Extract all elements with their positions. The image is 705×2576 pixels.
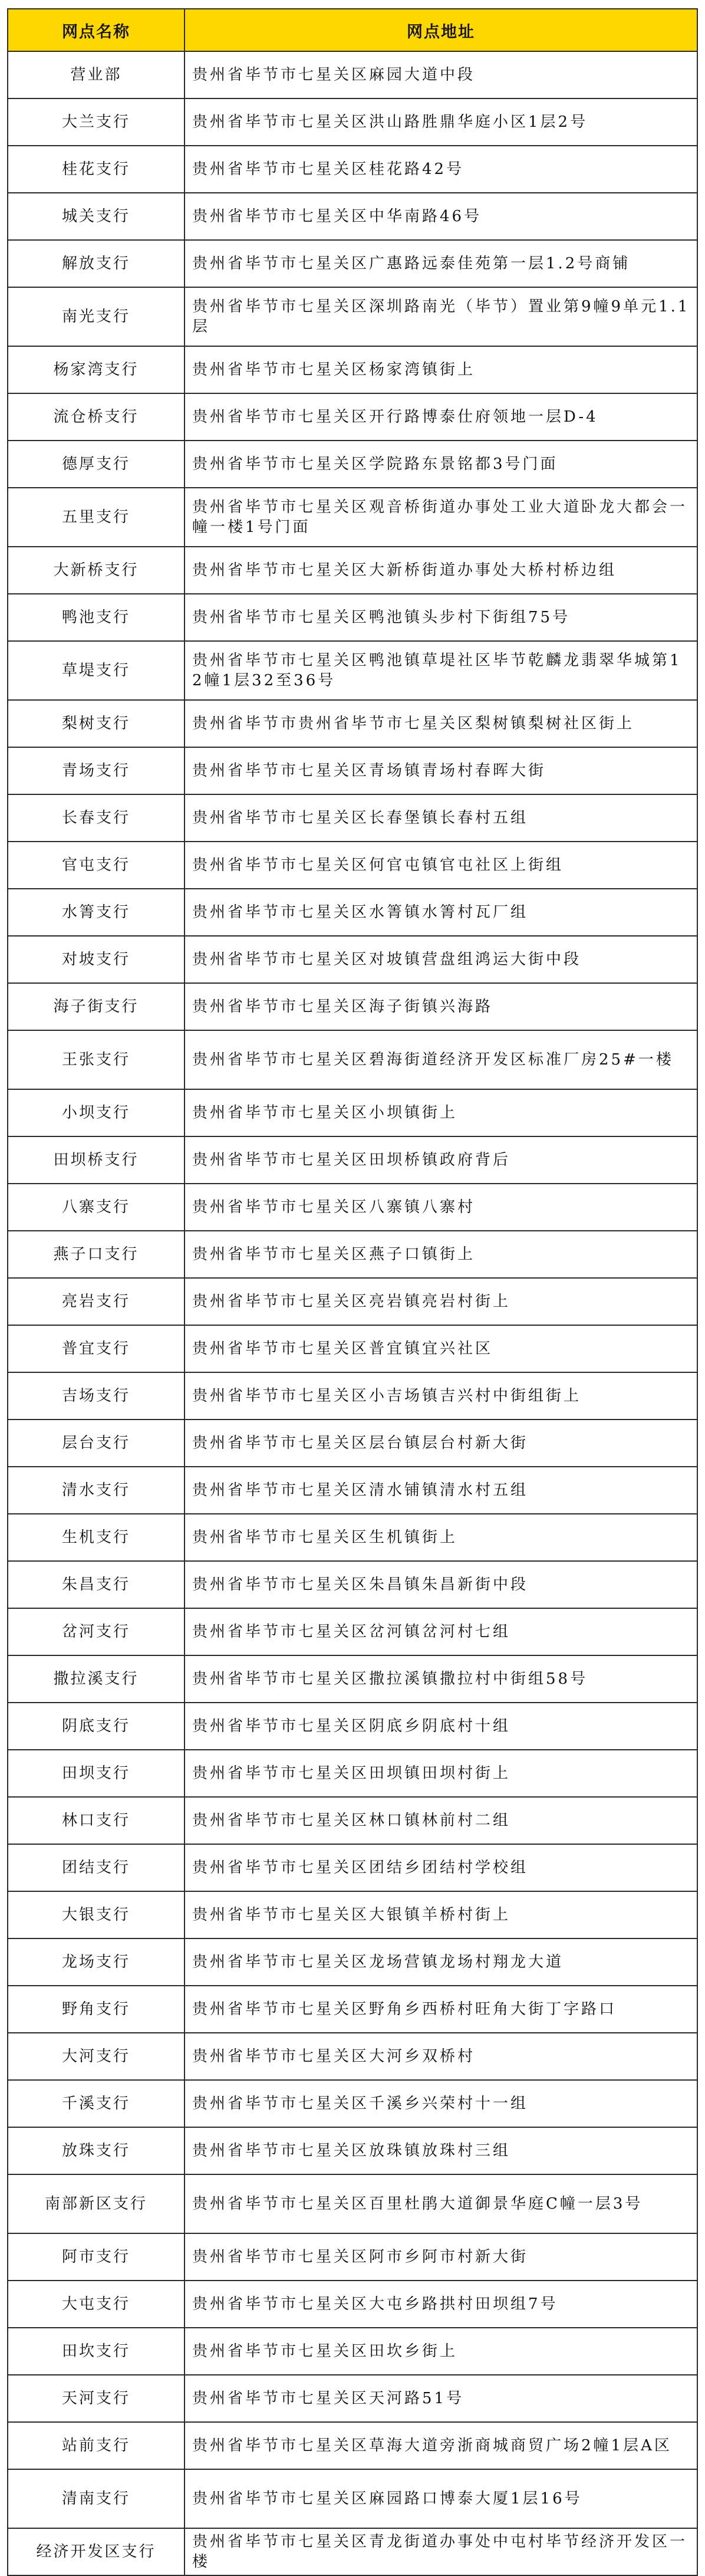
table-row [8,1231,697,1278]
table-row [8,2174,697,2233]
branch-address-cell: 贵州省毕节市七星关区千溪乡兴荣村十一组 [185,2080,697,2127]
table-row [8,594,697,641]
branch-name-cell: 田坎支行 [8,2328,185,2375]
branch-address-cell: 贵州省毕节市七星关区长春堡镇长春村五组 [185,794,697,842]
table-header [8,9,697,51]
branch-name-cell: 长春支行 [8,794,185,842]
header-branch-address: 网点地址 [185,9,697,51]
branch-address-cell: 贵州省毕节市七星关区何官屯镇官屯社区上街组 [185,842,697,889]
branch-name-cell: 青场支行 [8,747,185,794]
branch-address-cell: 贵州省毕节市七星关区麻园路口博泰大厦1层16号 [185,2469,697,2528]
table-row [8,240,697,287]
branch-name-cell: 林口支行 [8,1797,185,1844]
table-row [8,1986,697,2033]
branch-name-cell: 田坝支行 [8,1750,185,1797]
branch-name-cell: 流仓桥支行 [8,393,185,441]
branch-name-cell: 王张支行 [8,1030,185,1089]
branch-name-cell: 龙场支行 [8,1938,185,1986]
branch-address-cell: 贵州省毕节市七星关区中华南路46号 [185,193,697,240]
branch-name-cell: 岔河支行 [8,1608,185,1655]
branch-name-cell: 五里支行 [8,488,185,547]
branch-address-cell: 贵州省毕节市七星关区麻园大道中段 [185,51,697,98]
branch-name-cell: 城关支行 [8,193,185,240]
branch-name-cell: 燕子口支行 [8,1231,185,1278]
branch-address-cell: 贵州省毕节市贵州省毕节市七星关区梨树镇梨树社区街上 [185,700,697,747]
table-row [8,1514,697,1561]
header-branch-name: 网点名称 [8,9,185,51]
table-row [8,2375,697,2422]
branch-address-cell: 贵州省毕节市七星关区鸭池镇草堤社区毕节乾麟龙翡翠华城第12幢1层32至36号 [185,641,697,700]
branch-address-cell: 贵州省毕节市七星关区大屯乡路拱村田坝组7号 [185,2281,697,2328]
branch-address-cell: 贵州省毕节市七星关区燕子口镇街上 [185,1231,697,1278]
table-row [8,1325,697,1372]
branch-name-cell: 大河支行 [8,2033,185,2080]
table-row [8,346,697,393]
table-row [8,2422,697,2469]
branch-name-cell: 野角支行 [8,1986,185,2033]
branch-address-cell: 贵州省毕节市七星关区百里杜鹃大道御景华庭C幢一层3号 [185,2174,697,2233]
branch-address-cell: 贵州省毕节市七星关区田坝桥镇政府背后 [185,1136,697,1184]
table-row [8,1184,697,1231]
branch-address-cell: 贵州省毕节市七星关区水箐镇水箐村瓦厂组 [185,889,697,936]
branch-name-cell: 吉场支行 [8,1372,185,1420]
branch-name-cell: 对坡支行 [8,936,185,983]
branch-name-cell: 梨树支行 [8,700,185,747]
branch-name-cell: 放珠支行 [8,2127,185,2174]
branch-name-cell: 水箐支行 [8,889,185,936]
branch-name-cell: 站前支行 [8,2422,185,2469]
header-row [8,9,697,51]
table-row [8,889,697,936]
branch-address-cell: 贵州省毕节市七星关区学院路东景铭都3号门面 [185,441,697,488]
table-row [8,1891,697,1938]
branch-address-cell: 贵州省毕节市七星关区对坡镇营盘组鸿运大街中段 [185,936,697,983]
branch-address-cell: 贵州省毕节市七星关区阴底乡阴底村十组 [185,1703,697,1750]
branch-name-cell: 亮岩支行 [8,1278,185,1325]
branch-name-cell: 撒拉溪支行 [8,1655,185,1703]
branch-name-cell: 阴底支行 [8,1703,185,1750]
branch-name-cell: 大兰支行 [8,98,185,146]
branch-name-cell: 阿市支行 [8,2233,185,2281]
table-row [8,1655,697,1703]
table-row [8,2127,697,2174]
table-row [8,747,697,794]
branch-name-cell: 小坝支行 [8,1089,185,1136]
table-row [8,936,697,983]
branch-name-cell: 八寨支行 [8,1184,185,1231]
branch-name-cell: 大银支行 [8,1891,185,1938]
table-row [8,2281,697,2328]
branch-address-cell: 贵州省毕节市七星关区放珠镇放珠村三组 [185,2127,697,2174]
table-row [8,1750,697,1797]
table-row [8,641,697,700]
table-body [8,51,697,2575]
branch-address-cell: 贵州省毕节市七星关区碧海街道经济开发区标准厂房25#一楼 [185,1030,697,1089]
branch-name-cell: 南光支行 [8,287,185,346]
table-row [8,2328,697,2375]
branch-name-cell: 解放支行 [8,240,185,287]
branch-address-cell: 贵州省毕节市七星关区海子街镇兴海路 [185,983,697,1030]
table-row [8,441,697,488]
branch-address-cell: 贵州省毕节市七星关区生机镇街上 [185,1514,697,1561]
branch-name-cell: 营业部 [8,51,185,98]
table-row [8,842,697,889]
branch-name-cell: 官屯支行 [8,842,185,889]
branch-address-cell: 贵州省毕节市七星关区鸭池镇头步村下街组75号 [185,594,697,641]
branch-address-cell: 贵州省毕节市七星关区大银镇羊桥村街上 [185,1891,697,1938]
branch-name-cell: 经济开发区支行 [8,2528,185,2575]
table-row [8,193,697,240]
table-row [8,1136,697,1184]
table-row [8,1561,697,1608]
table-row [8,1608,697,1655]
branch-address-cell: 贵州省毕节市七星关区杨家湾镇街上 [185,346,697,393]
table-row [8,1938,697,1986]
branch-name-cell: 桂花支行 [8,146,185,193]
table-row [8,393,697,441]
branch-address-cell: 贵州省毕节市七星关区野角乡西桥村旺角大街丁字路口 [185,1986,697,2033]
branch-name-cell: 生机支行 [8,1514,185,1561]
branch-address-cell: 贵州省毕节市七星关区青龙街道办事处中屯村毕节经济开发区一楼 [185,2528,697,2575]
branch-name-cell: 杨家湾支行 [8,346,185,393]
branch-name-cell: 大屯支行 [8,2281,185,2328]
table-row [8,1089,697,1136]
table-row [8,2233,697,2281]
branch-address-cell: 贵州省毕节市七星关区田坝镇田坝村街上 [185,1750,697,1797]
branch-address-cell: 贵州省毕节市七星关区深圳路南光（毕节）置业第9幢9单元1.1层 [185,287,697,346]
branch-name-cell: 草堤支行 [8,641,185,700]
branch-address-cell: 贵州省毕节市七星关区团结乡团结村学校组 [185,1844,697,1891]
branch-address-cell: 贵州省毕节市七星关区岔河镇岔河村七组 [185,1608,697,1655]
table-row [8,287,697,346]
branch-name-cell: 天河支行 [8,2375,185,2422]
branch-name-cell: 海子街支行 [8,983,185,1030]
branch-address-cell: 贵州省毕节市七星关区层台镇层台村新大街 [185,1420,697,1467]
branch-address-cell: 贵州省毕节市七星关区小吉场镇吉兴村中街组街上 [185,1372,697,1420]
branch-address-cell: 贵州省毕节市七星关区朱昌镇朱昌新街中段 [185,1561,697,1608]
branch-address-cell: 贵州省毕节市七星关区大河乡双桥村 [185,2033,697,2080]
branch-address-cell: 贵州省毕节市七星关区清水铺镇清水村五组 [185,1467,697,1514]
table-row [8,98,697,146]
table-row [8,1467,697,1514]
branch-address-cell: 贵州省毕节市七星关区青场镇青场村春晖大街 [185,747,697,794]
table-row [8,1844,697,1891]
branch-address-cell: 贵州省毕节市七星关区小坝镇街上 [185,1089,697,1136]
branch-address-cell: 贵州省毕节市七星关区阿市乡阿市村新大街 [185,2233,697,2281]
branch-name-cell: 团结支行 [8,1844,185,1891]
branch-name-cell: 清南支行 [8,2469,185,2528]
table-row [8,1797,697,1844]
branch-address-cell: 贵州省毕节市七星关区撒拉溪镇撒拉村中街组58号 [185,1655,697,1703]
branch-name-cell: 层台支行 [8,1420,185,1467]
branch-name-cell: 朱昌支行 [8,1561,185,1608]
table-row [8,1420,697,1467]
table-row [8,2033,697,2080]
branch-address-cell: 贵州省毕节市七星关区普宜镇宜兴社区 [185,1325,697,1372]
branch-address-cell: 贵州省毕节市七星关区天河路51号 [185,2375,697,2422]
branch-name-cell: 千溪支行 [8,2080,185,2127]
branch-name-cell: 鸭池支行 [8,594,185,641]
branch-address-cell: 贵州省毕节市七星关区观音桥街道办事处工业大道卧龙大都会一幢一楼1号门面 [185,488,697,547]
branch-address-cell: 贵州省毕节市七星关区亮岩镇亮岩村街上 [185,1278,697,1325]
branch-name-cell: 清水支行 [8,1467,185,1514]
branch-address-cell: 贵州省毕节市七星关区广惠路远泰佳苑第一层1.2号商铺 [185,240,697,287]
branch-name-cell: 普宜支行 [8,1325,185,1372]
branch-address-cell: 贵州省毕节市七星关区八寨镇八寨村 [185,1184,697,1231]
branch-name-cell: 德厚支行 [8,441,185,488]
table-row [8,146,697,193]
branch-address-cell: 贵州省毕节市七星关区田坎乡街上 [185,2328,697,2375]
table-row [8,794,697,842]
branch-address-cell: 贵州省毕节市七星关区草海大道旁浙商城商贸广场2幢1层A区 [185,2422,697,2469]
table-row [8,1372,697,1420]
branch-address-cell: 贵州省毕节市七星关区林口镇林前村二组 [185,1797,697,1844]
table-row [8,1278,697,1325]
table-row [8,1030,697,1089]
branch-address-cell: 贵州省毕节市七星关区桂花路42号 [185,146,697,193]
table-row [8,983,697,1030]
branch-name-cell: 田坝桥支行 [8,1136,185,1184]
table-row [8,1703,697,1750]
table-row [8,2528,697,2575]
table-row [8,2080,697,2127]
branch-address-cell: 贵州省毕节市七星关区龙场营镇龙场村翔龙大道 [185,1938,697,1986]
table-row [8,51,697,98]
table-row [8,2469,697,2528]
table-row [8,547,697,594]
table-row [8,488,697,547]
branch-address-cell: 贵州省毕节市七星关区洪山路胜鼎华庭小区1层2号 [185,98,697,146]
table-row [8,700,697,747]
branch-name-cell: 大新桥支行 [8,547,185,594]
branch-address-cell: 贵州省毕节市七星关区大新桥街道办事处大桥村桥边组 [185,547,697,594]
branch-name-cell: 南部新区支行 [8,2174,185,2233]
branch-address-cell: 贵州省毕节市七星关区开行路博泰仕府领地一层D-4 [185,393,697,441]
branch-table [7,8,698,2576]
